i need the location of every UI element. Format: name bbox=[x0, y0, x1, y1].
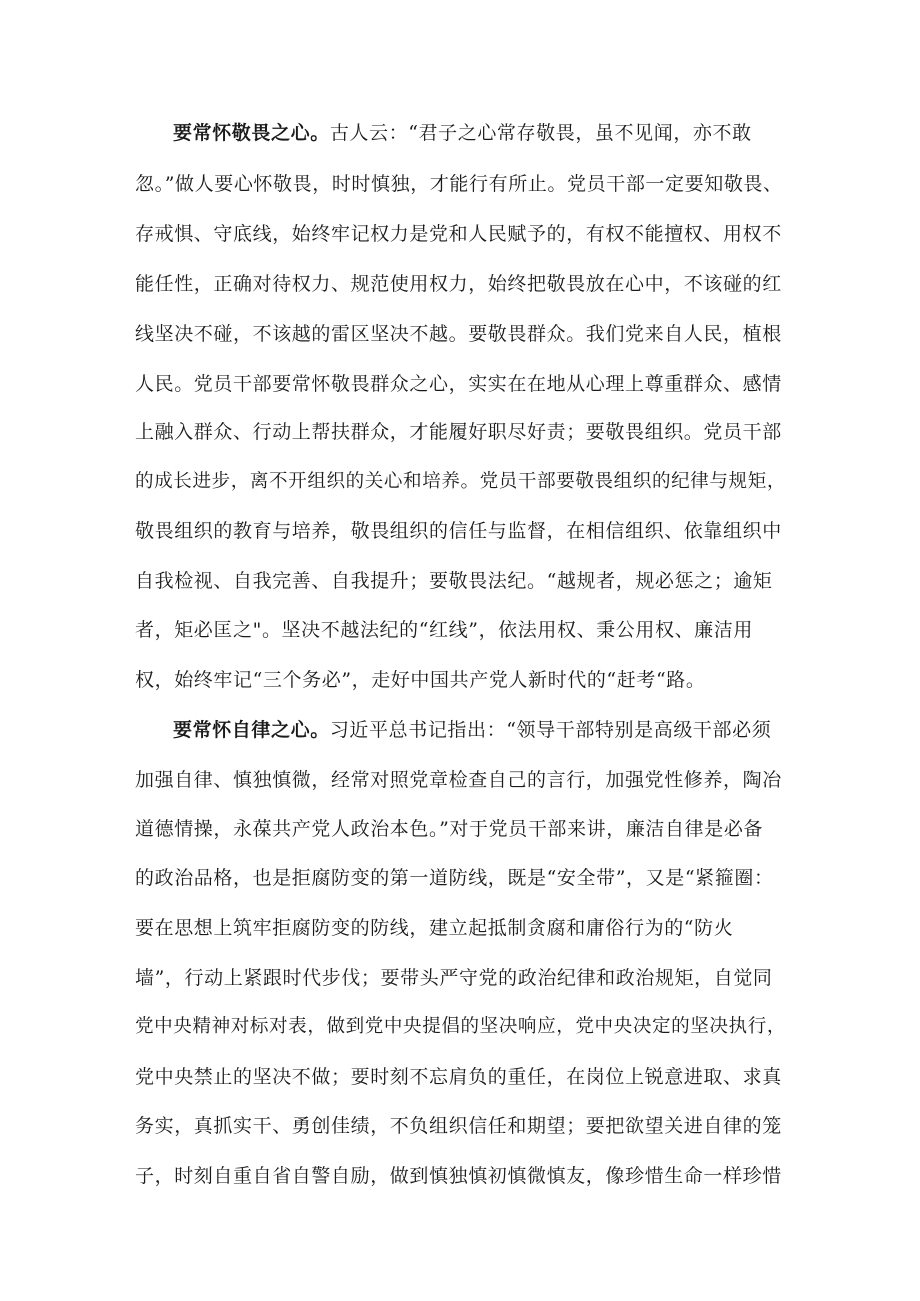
text-line: 党中央禁止的坚决不做；要时刻不忘肩负的重任，在岗位上锐意进取、求真 bbox=[135, 1066, 782, 1088]
paragraph-2-line-1 bbox=[173, 712, 771, 748]
text-line: 权，始终牢记“三个务必”，走好中国共产党人新时代的“赶考“路。 bbox=[135, 669, 706, 691]
text-line: 线坚决不碰，不该越的雷区坚决不越。要敬畏群众。我们党来自人民，植根 bbox=[135, 323, 782, 345]
paragraph-1-heading: 要常怀敬畏之心。 bbox=[173, 122, 330, 144]
text-line: 务实，真抓实干、勇创佳绩，不负组织信任和期望；要把欲望关进自律的笼 bbox=[135, 1115, 782, 1137]
text-line: 子，时刻自重自省自警自励，做到慎独慎初慎微慎友，像珍惜生命一样珍惜 bbox=[135, 1165, 782, 1187]
text-line: 者，矩必匡之"。坚决不越法纪的“红线”，依法用权、秉公用权、廉洁用 bbox=[135, 619, 753, 641]
text-line: 敬畏组织的教育与培养，敬畏组织的信任与监督，在相信组织、依靠组织中 bbox=[135, 520, 782, 542]
text-line: 存戒惧、守底线，始终牢记权力是党和人民赋予的，有权不能擅权、用权不 bbox=[135, 223, 782, 245]
text-line: 自我检视、自我完善、自我提升；要敬畏法纪。“越规者，规必惩之；逾矩 bbox=[135, 570, 773, 592]
text-line: 要在思想上筑牢拒腐防变的防线，建立起抵制贪腐和庸俗行为的“防火 bbox=[135, 917, 734, 939]
text-line: 道德情操，永葆共产党人政治本色。”对于党员干部来讲，廉洁自律是必备 bbox=[135, 818, 764, 840]
text-line: 的成长进步，离不开组织的关心和培养。党员干部要敬畏组织的纪律与规矩， bbox=[135, 471, 786, 492]
text-line: 墙”，行动上紧跟时代步伐；要带头严守党的政治纪律和政治规矩，自觉同 bbox=[135, 967, 773, 989]
text-line: 的政治品格，也是拒腐防变的第一道防线，既是“安全带”，又是“紧箍圈： bbox=[135, 867, 774, 889]
text-line: 人民。党员干部要常怀敬畏群众之心，实实在在地从心理上尊重群众、感情 bbox=[135, 373, 782, 395]
text-line: 上融入群众、行动上帮扶群众，才能履好职尽好责；要敬畏组织。党员干部 bbox=[135, 421, 782, 443]
text-line: 党中央精神对标对表，做到党中央提倡的坚决响应，党中央决定的坚决执行， bbox=[135, 1016, 786, 1037]
paragraph-2-heading: 要常怀自律之心。 bbox=[173, 719, 330, 741]
text-line: 能任性，正确对待权力、规范使用权力，始终把敬畏放在心中，不该碰的红 bbox=[135, 273, 782, 295]
text-line: 忽。”做人要心怀敬畏，时时慎独，才能行有所止。党员干部一定要知敬畏、 bbox=[135, 173, 783, 195]
text-line: 习近平总书记指出：“领导干部特别是高级干部必须 bbox=[329, 719, 772, 741]
text-line: 古人云：“君子之心常存敬畏，虽不见闻，亦不敢 bbox=[329, 122, 752, 144]
text-line: 加强自律、慎独慎微，经常对照党章检查自己的言行，加强党性修养，陶冶 bbox=[135, 769, 782, 791]
paragraph-1-line-1 bbox=[173, 115, 752, 151]
